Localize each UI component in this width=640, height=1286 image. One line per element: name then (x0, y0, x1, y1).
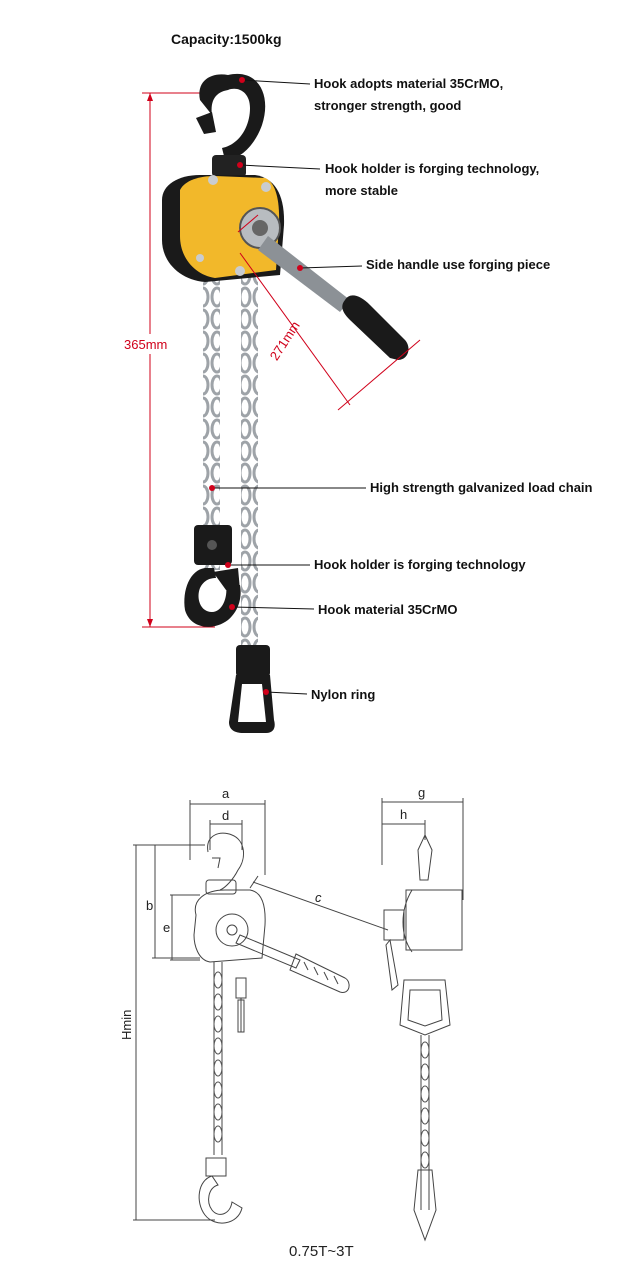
dim-label-b: b (146, 898, 154, 913)
dim-label-c: c (315, 890, 322, 905)
dim-label-a: a (222, 786, 230, 801)
nylon-ring (229, 645, 275, 733)
callout-line: Hook adopts material 35CrMO, (314, 76, 504, 91)
technical-drawing (0, 740, 640, 1286)
capacity-title: Capacity:1500kg (171, 31, 282, 47)
callout-line: Hook material 35CrMO (318, 602, 458, 617)
drawing-chain (214, 972, 429, 1168)
dim-label-h: h (400, 807, 408, 822)
model-range-label: 0.75T~3T (289, 1243, 354, 1260)
dim-label-d: d (222, 808, 230, 823)
callout-line: Hook holder is forging technology (314, 557, 526, 572)
dim-label-g: g (418, 785, 426, 800)
bottom-hook (184, 525, 240, 627)
callout-line: Nylon ring (311, 687, 376, 702)
callout-line: High strength galvanized load chain (370, 480, 593, 495)
callout-line: Side handle use forging piece (366, 257, 551, 272)
callout-line: Hook holder is forging technology, (325, 161, 540, 176)
side-handle (240, 208, 409, 360)
top-hook (196, 74, 265, 177)
dim-label-e: e (163, 920, 171, 935)
height-dimension-label: 365mm (124, 337, 168, 352)
dim-label-hmin: Hmin (119, 1009, 134, 1040)
callout-line: more stable (325, 183, 398, 198)
hand-chain (241, 272, 258, 652)
handle-dimension-label: 271mm (266, 318, 303, 364)
callout-line: stronger strength, good (314, 98, 462, 113)
